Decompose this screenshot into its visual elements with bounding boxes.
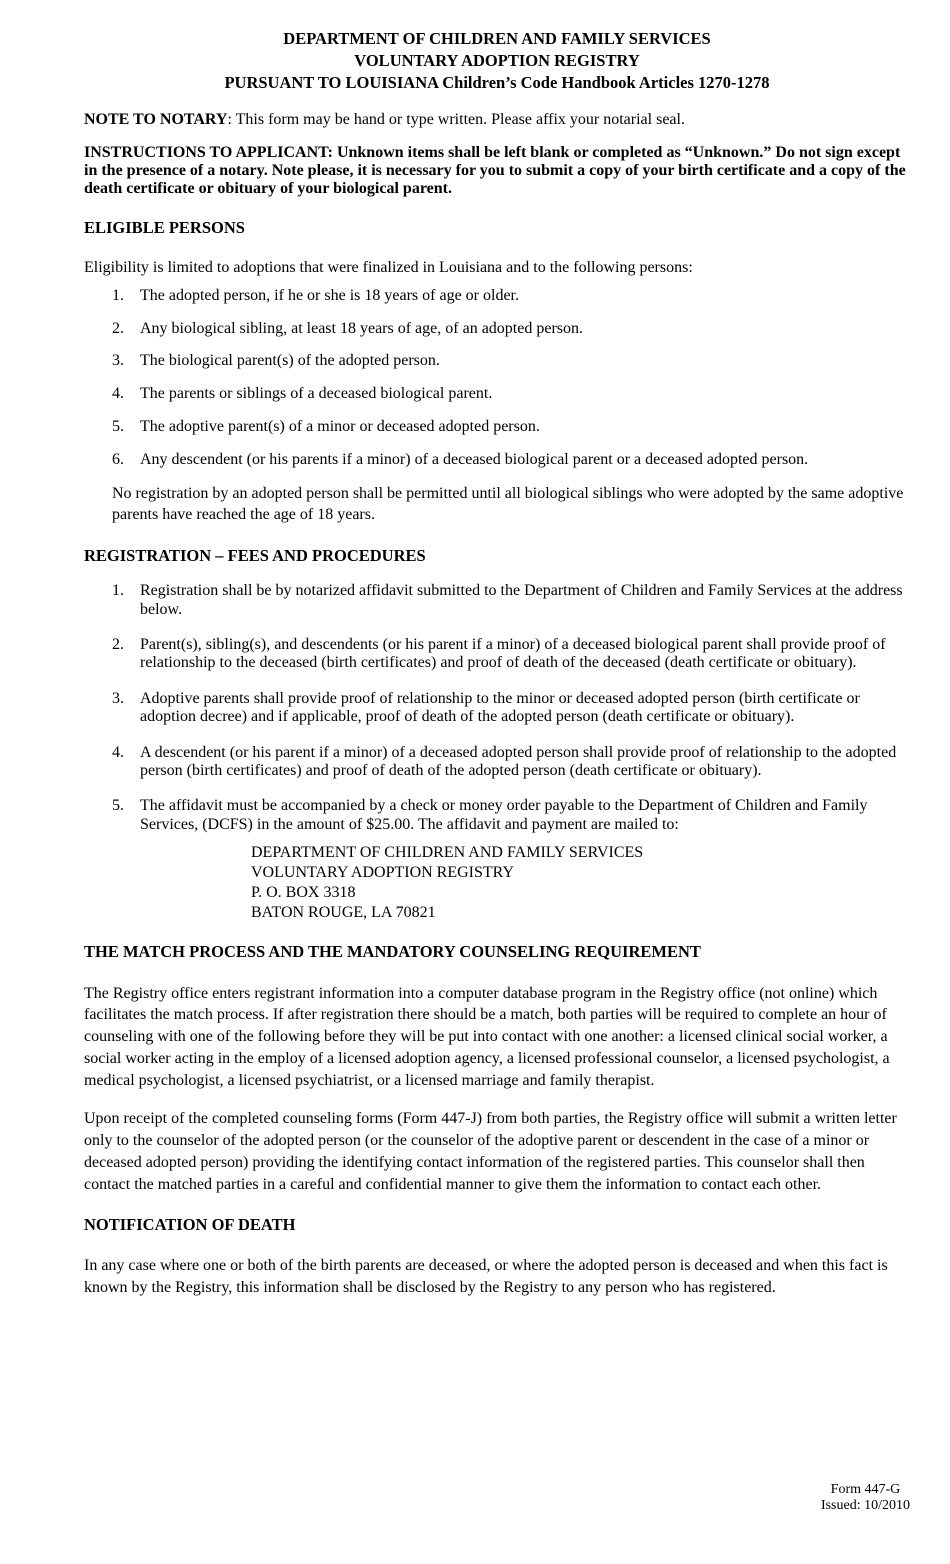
notification-of-death-heading: NOTIFICATION OF DEATH: [84, 1215, 296, 1235]
note-label: NOTE TO NOTARY: [84, 111, 228, 129]
list-text: Any biological sibling, at least 18 years of age, of an adopted person.: [140, 319, 583, 337]
list-text: Any descendent (or his parents if a minor) of a deceased biological parent or a deceased adopted person.: [140, 451, 809, 469]
list-number: 2.: [112, 319, 124, 337]
list-item: [84, 451, 910, 469]
list-text: Parent(s), sibling(s), and descendents (or his parent if a minor) of a deceased biological parent shall provide proof of relationship to the deceased (birth certificates) and proof of death of the deceased (death certificate or obituary).: [140, 635, 886, 672]
list-item: [84, 636, 910, 673]
list-text: Registration shall be by notarized affidavit submitted to the Department of Children and Family Services at the address below.: [140, 582, 903, 618]
list-text: The affidavit must be accompanied by a check or money order payable to the Department of Children and Family Services, (DCFS) in the amount of $25.00. The affidavit and payment are mailed to:: [140, 797, 868, 833]
list-number: 1.: [112, 286, 124, 304]
eligibility-intro: Eligibility is limited to adoptions that were finalized in Louisiana and to the following persons:: [84, 258, 693, 276]
form-number: Form 447-G: [830, 1482, 901, 1497]
registration-list: [84, 582, 910, 834]
address-line: DEPARTMENT OF CHILDREN AND FAMILY SERVICES: [251, 844, 644, 862]
list-text: The parents or siblings of a deceased biological parent.: [140, 385, 493, 403]
list-text: A descendent (or his parent if a minor) of a deceased adopted person shall provide proof of relationship to the adopted person (birth certificates) and proof of death of the adopted person (death certificate or obituary).: [140, 743, 897, 779]
list-item: [84, 385, 910, 403]
document-page: [84, 28, 910, 1299]
header-line-registry: VOLUNTARY ADOPTION REGISTRY: [354, 50, 640, 70]
issued-date: Issued: 10/2010: [820, 1498, 910, 1514]
list-item: [84, 320, 910, 338]
instructions-to-applicant: INSTRUCTIONS TO APPLICANT: Unknown items shall be left blank or completed as “Unknown.” Do not sign except in the presence of a notary. Note please, it is necessary for you to submit a copy of your birth certificate and a copy of the death certificate or obituary of your biological parent.: [84, 144, 906, 198]
list-number: 2.: [112, 635, 124, 653]
notification-of-death-paragraph: In any case where one or both of the birth parents are deceased, or where the adopted person is deceased and when this fact is known by the Registry, this information shall be disclosed by the Registry to any person who has registered.: [84, 1257, 888, 1296]
eligibility-closing-note: No registration by an adopted person shall be permitted until all biological siblings who were adopted by the same adoptive parents have reached the age of 18 years.: [112, 484, 904, 523]
counseling-forms-paragraph: Upon receipt of the completed counseling forms (Form 447-J) from both parties, the Registry office will submit a written letter only to the counselor of the adopted person (or the counselor of the adoptive parent or descendent in the case of a minor or deceased adopted person) providing the identifying contact information of the registered parties. This counselor shall then contact the matched parties in a careful and confidential manner to give them the information to contact each other.: [84, 1110, 897, 1193]
eligible-persons-list: [84, 287, 910, 470]
list-number: 5.: [112, 797, 124, 815]
form-footer: [821, 1482, 910, 1514]
match-process-heading: THE MATCH PROCESS AND THE MANDATORY COUNSELING REQUIREMENT: [84, 942, 701, 962]
list-number: 4.: [112, 743, 124, 761]
list-text: The adoptive parent(s) of a minor or deceased adopted person.: [140, 418, 540, 436]
address-line: P. O. BOX 3318: [251, 884, 356, 902]
match-process-paragraph: The Registry office enters registrant information into a computer database program in the Registry office (not online) which facilitates the match process. If after registration there should be a match, both parties will be required to complete an hour of counseling with one of the following before they will be put into contact with one another: a licensed clinical social worker, a social worker acting in the employ of a licensed adoption agency, a licensed professional counselor, a licensed psychologist, a medical psychologist, a licensed psychiatrist, or a licensed marriage and family therapist.: [84, 984, 890, 1089]
list-number: 6.: [112, 451, 124, 469]
header-line-pursuant: PURSUANT TO LOUISIANA Children’s Code Handbook Articles 1270-1278: [224, 72, 770, 92]
list-number: 3.: [112, 352, 124, 370]
mailing-address: [251, 843, 910, 923]
list-item: [84, 418, 910, 436]
note-to-notary: [84, 110, 910, 130]
note-text: : This form may be hand or type written. Please affix your notarial seal.: [227, 111, 685, 129]
address-line: BATON ROUGE, LA 70821: [251, 904, 436, 922]
list-item: [84, 352, 910, 370]
registration-heading: REGISTRATION – FEES AND PROCEDURES: [84, 545, 426, 565]
list-number: 5.: [112, 418, 124, 436]
address-line: VOLUNTARY ADOPTION REGISTRY: [251, 864, 515, 882]
list-number: 1.: [112, 582, 124, 600]
list-text: The adopted person, if he or she is 18 years of age or older.: [140, 286, 519, 304]
list-item: [84, 744, 910, 781]
list-number: 4.: [112, 385, 124, 403]
list-item: [84, 797, 910, 834]
eligible-persons-heading: ELIGIBLE PERSONS: [84, 218, 245, 238]
list-item: [84, 582, 910, 619]
list-number: 3.: [112, 689, 124, 707]
list-item: [84, 287, 910, 305]
list-text: The biological parent(s) of the adopted person.: [140, 352, 440, 370]
list-item: [84, 690, 910, 727]
document-header: [84, 28, 910, 93]
header-line-department: DEPARTMENT OF CHILDREN AND FAMILY SERVICES: [283, 29, 711, 48]
list-text: Adoptive parents shall provide proof of relationship to the minor or deceased adopted person (birth certificate or adoption decree) and if applicable, proof of death of the adopted person (death certificate or obituary).: [140, 689, 860, 726]
